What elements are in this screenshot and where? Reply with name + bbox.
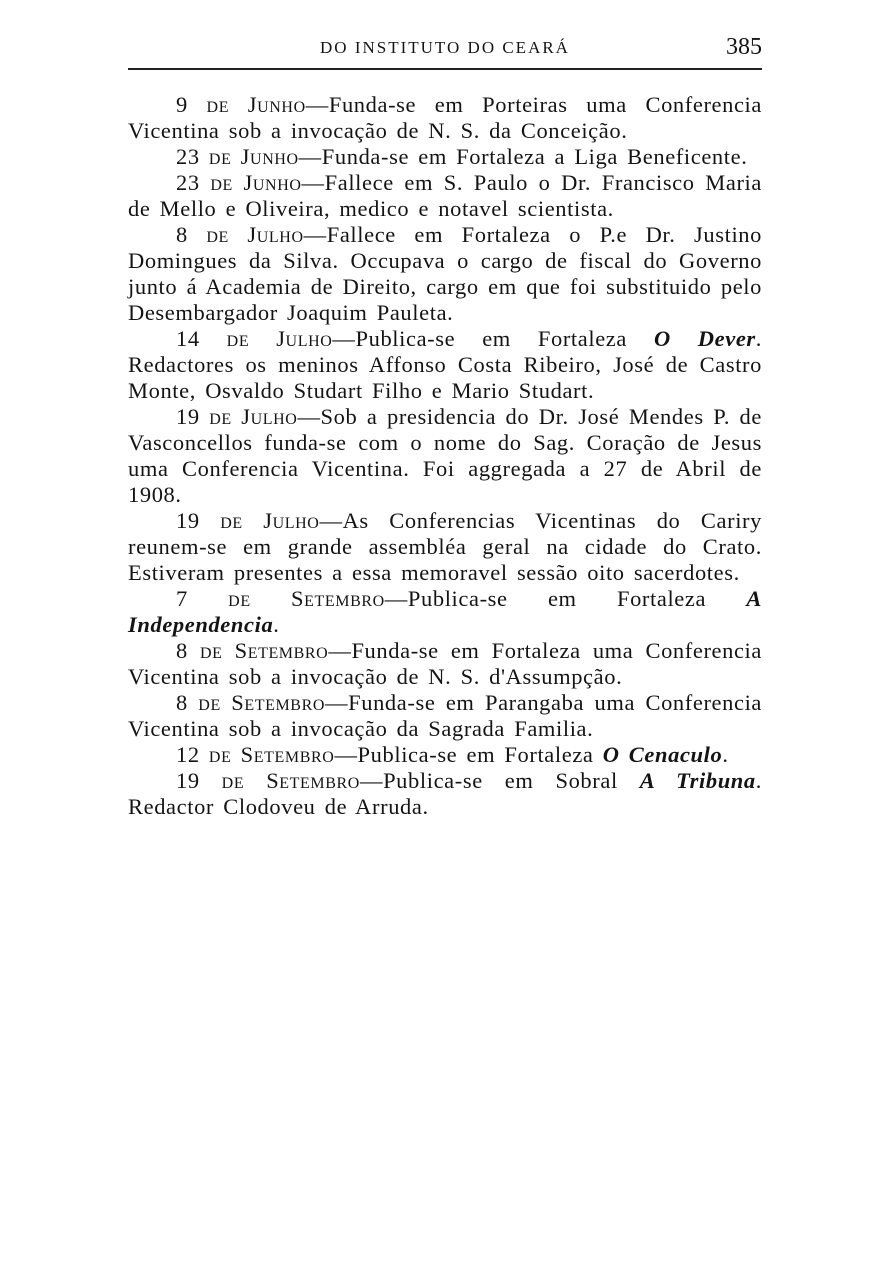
chronology-entry [128,638,762,690]
entry-date: 23 de Junho [176,170,302,195]
chronology-entry [128,742,762,768]
entry-date: 7 de Setembro [176,586,385,611]
entry-date: 9 de Junho [176,92,306,117]
chronology-entry [128,326,762,404]
chronology-entry [128,508,762,586]
entry-text: —Funda-se em Fortaleza uma Conferencia Vicentina sob a invocação de N. S. d'Assumpção. [128,638,762,689]
publication-title: O Cenaculo [602,742,723,767]
entry-text: —As Conferencias Vicentinas do Cariry reunem-se em grande assembléa geral na cidade do Crato. Estiveram presentes a essa memoravel sessão oito sacerdotes. [128,508,762,585]
entry-text-tail: . [273,612,280,637]
header-rule [128,68,762,70]
entry-text: —Sob a presidencia do Dr. José Mendes P. de Vasconcellos funda-se com o nome do Sag. Coração de Jesus uma Conferencia Vicentina. Foi aggregada a 27 de Abril de 1908. [128,404,762,507]
entry-date: 19 de Julho [176,404,298,429]
entry-text: —Publica-se em Fortaleza [334,742,603,767]
entry-date: 8 de Setembro [176,638,329,663]
entry-text: —Publica-se em Sobral [359,768,640,793]
page-number: 385 [726,34,762,60]
chronology-entry [128,586,762,638]
chronology-entry [128,92,762,144]
entry-date: 19 de Julho [176,508,320,533]
entry-text: —Fallece em S. Paulo o Dr. Francisco Maria de Mello e Oliveira, medico e notavel scientista. [128,170,762,221]
entry-text: —Publica-se em Fortaleza [384,586,747,611]
publication-title: A Tribuna [639,768,756,793]
chronology-entry [128,404,762,508]
entry-text: —Funda-se em Parangaba uma Conferencia Vicentina sob a invocação da Sagrada Familia. [128,690,763,741]
entry-date: 8 de Julho [176,222,304,247]
entry-date: 23 de Junho [176,144,299,169]
page-body [128,92,762,820]
publication-title: O Dever [653,326,756,351]
chronology-entry [128,690,762,742]
entry-text-tail: . [722,742,729,767]
entry-date: 19 de Setembro [176,768,360,793]
entry-text-tail: . Redactor Clodoveu de Arruda. [128,768,763,819]
chronology-entry [128,170,762,222]
running-title: DO INSTITUTO DO CEARÁ [320,38,570,57]
chronology-entry [128,144,762,170]
entry-date: 12 de Setembro [176,742,335,767]
entry-date: 14 de Julho [176,326,333,351]
running-head [128,34,762,64]
entry-date: 8 de Setembro [176,690,326,715]
entry-text-tail: . Redactores os meninos Affonso Costa Ribeiro, José de Castro Monte, Osvaldo Studart Filho e Mario Studart. [128,326,762,403]
entry-text: —Funda-se em Fortaleza a Liga Beneficente. [298,144,748,169]
publication-title: A Independencia [128,586,762,637]
chronology-entry [128,768,762,820]
entry-text: —Funda-se em Porteiras uma Conferencia Vicentina sob a invocação de N. S. da Conceição. [128,92,762,143]
entry-text: —Publica-se em Fortaleza [332,326,654,351]
entry-text: —Fallece em Fortaleza o P.e Dr. Justino Domingues da Silva. Occupava o cargo de fiscal do Governo junto á Academia de Direito, cargo em que foi substituido pelo Desembargador Joaquim Pauleta. [128,222,762,325]
chronology-entry [128,222,762,326]
